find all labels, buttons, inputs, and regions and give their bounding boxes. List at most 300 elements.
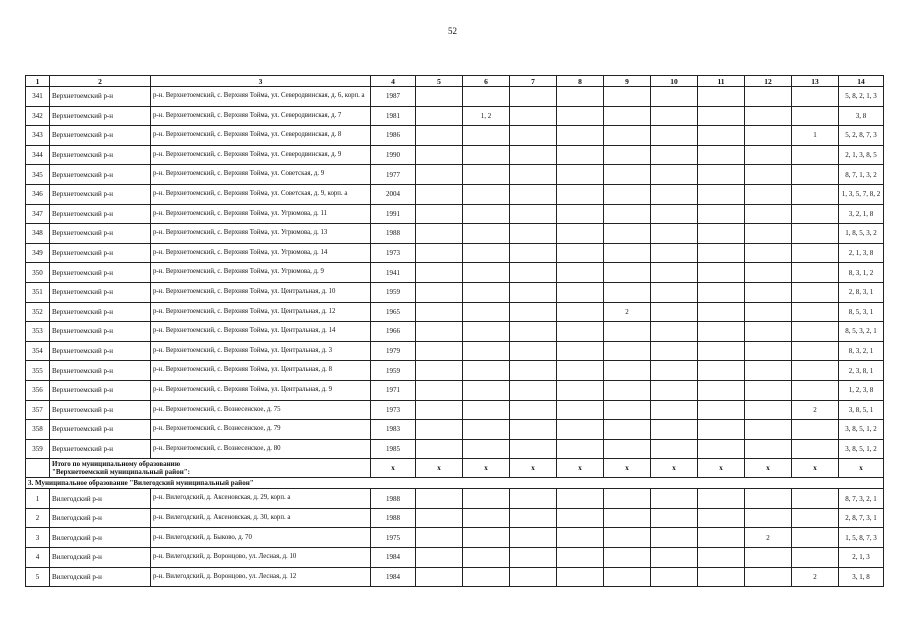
col-7-cell: [510, 165, 557, 185]
col-6-cell: [463, 341, 510, 361]
col-10-cell: [651, 567, 698, 587]
address-cell: р-н. Верхнетоемский, с. Вознесенское, д. 75: [151, 400, 371, 420]
col-8-cell: [557, 322, 604, 342]
year-cell: 1988: [371, 489, 416, 509]
col-14-cell: 3, 8, 5, 1: [839, 400, 884, 420]
col-9-cell: [604, 400, 651, 420]
col-13-cell: 2: [792, 567, 839, 587]
col-8-cell: [557, 528, 604, 548]
year-cell: 1985: [371, 439, 416, 459]
col-6-cell: [463, 380, 510, 400]
table-row: [26, 508, 884, 528]
col-10-cell: [651, 145, 698, 165]
col-10-cell: [651, 548, 698, 568]
row-number: 344: [26, 145, 50, 165]
year-cell: 1977: [371, 165, 416, 185]
col-11-cell: [698, 400, 745, 420]
column-header-5: 5: [416, 76, 463, 87]
col-11-cell: [698, 263, 745, 283]
col-7-cell: [510, 282, 557, 302]
row-number: 4: [26, 548, 50, 568]
column-header-4: 4: [371, 76, 416, 87]
section-title: 3. Муниципальное образование "Вилегодский муниципальный район": [26, 478, 884, 489]
col-10-cell: [651, 380, 698, 400]
col-13-cell: [792, 282, 839, 302]
col-8-cell: [557, 361, 604, 381]
col-9-cell: [604, 548, 651, 568]
col-13-cell: [792, 263, 839, 283]
col-14-cell: 1, 3, 5, 7, 8, 2: [839, 184, 884, 204]
col-5-cell: [416, 322, 463, 342]
column-header-11: 11: [698, 76, 745, 87]
table-row: [26, 106, 884, 126]
district-cell: Верхнетоемский р-н: [50, 165, 151, 185]
col-11-cell: [698, 106, 745, 126]
col-8-cell: [557, 126, 604, 146]
col-10-cell: [651, 508, 698, 528]
col-5-cell: [416, 420, 463, 440]
address-cell: р-н. Верхнетоемский, с. Вознесенское, д. 79: [151, 420, 371, 440]
col-5-cell: [416, 489, 463, 509]
col-9-cell: [604, 263, 651, 283]
row-number: 3: [26, 528, 50, 548]
col-11-cell: [698, 567, 745, 587]
district-cell: Верхнетоемский р-н: [50, 106, 151, 126]
table-row: [26, 243, 884, 263]
col-11-cell: [698, 87, 745, 107]
year-cell: 1984: [371, 567, 416, 587]
table-row: [26, 263, 884, 283]
col-5-cell: [416, 528, 463, 548]
col-13-cell: 2: [792, 400, 839, 420]
row-number: 345: [26, 165, 50, 185]
col-6-cell: 1, 2: [463, 106, 510, 126]
row-number: 353: [26, 322, 50, 342]
total-x-cell: x: [463, 459, 510, 478]
col-12-cell: [745, 302, 792, 322]
year-cell: 1973: [371, 400, 416, 420]
row-number: 357: [26, 400, 50, 420]
col-6-cell: [463, 489, 510, 509]
col-11-cell: [698, 322, 745, 342]
col-13-cell: [792, 548, 839, 568]
col-12-cell: [745, 341, 792, 361]
column-header-1: 1: [26, 76, 50, 87]
col-8-cell: [557, 87, 604, 107]
col-5-cell: [416, 282, 463, 302]
col-12-cell: [745, 282, 792, 302]
district-cell: Верхнетоемский р-н: [50, 204, 151, 224]
col-8-cell: [557, 508, 604, 528]
col-9-cell: [604, 145, 651, 165]
col-14-cell: 2, 1, 3: [839, 548, 884, 568]
year-cell: 2004: [371, 184, 416, 204]
year-cell: 1984: [371, 548, 416, 568]
col-9-cell: [604, 282, 651, 302]
col-9-cell: [604, 106, 651, 126]
col-13-cell: [792, 420, 839, 440]
col-14-cell: 1, 8, 5, 3, 2: [839, 224, 884, 244]
col-6-cell: [463, 400, 510, 420]
col-7-cell: [510, 126, 557, 146]
col-12-cell: [745, 567, 792, 587]
col-10-cell: [651, 184, 698, 204]
total-empty-cell: [26, 459, 50, 478]
district-cell: Верхнетоемский р-н: [50, 263, 151, 283]
col-14-cell: 8, 3, 2, 1: [839, 341, 884, 361]
district-cell: Верхнетоемский р-н: [50, 439, 151, 459]
total-x-cell: x: [792, 459, 839, 478]
row-number: 341: [26, 87, 50, 107]
district-cell: Верхнетоемский р-н: [50, 145, 151, 165]
column-number-row: [26, 76, 884, 87]
col-11-cell: [698, 126, 745, 146]
address-cell: р-н. Верхнетоемский, с. Верхняя Тойма, ул. Угрюмова, д. 11: [151, 204, 371, 224]
col-12-cell: [745, 87, 792, 107]
col-10-cell: [651, 126, 698, 146]
total-label-line-1: Итого по муниципальному образованию: [52, 460, 181, 469]
col-11-cell: [698, 302, 745, 322]
col-6-cell: [463, 126, 510, 146]
col-12-cell: [745, 439, 792, 459]
col-12-cell: [745, 184, 792, 204]
district-cell: Верхнетоемский р-н: [50, 341, 151, 361]
address-cell: р-н. Верхнетоемский, с. Верхняя Тойма, ул. Угрюмова, д. 14: [151, 243, 371, 263]
total-x-cell: x: [416, 459, 463, 478]
district-cell: Вилегодский р-н: [50, 567, 151, 587]
col-12-cell: [745, 126, 792, 146]
total-x-cell: x: [557, 459, 604, 478]
col-5-cell: [416, 439, 463, 459]
col-8-cell: [557, 489, 604, 509]
year-cell: 1983: [371, 420, 416, 440]
total-x-cell: x: [604, 459, 651, 478]
col-12-cell: [745, 322, 792, 342]
col-14-cell: 3, 1, 8: [839, 567, 884, 587]
col-10-cell: [651, 322, 698, 342]
col-9-cell: [604, 87, 651, 107]
col-8-cell: [557, 439, 604, 459]
col-11-cell: [698, 380, 745, 400]
col-7-cell: [510, 508, 557, 528]
col-11-cell: [698, 204, 745, 224]
col-5-cell: [416, 400, 463, 420]
col-5-cell: [416, 165, 463, 185]
address-cell: р-н. Вилегодский, д. Аксеновская, д. 29, корп. а: [151, 489, 371, 509]
address-cell: р-н. Верхнетоемский, с. Вознесенское, д. 80: [151, 439, 371, 459]
col-14-cell: 2, 3, 8, 1: [839, 361, 884, 381]
col-5-cell: [416, 243, 463, 263]
col-5-cell: [416, 508, 463, 528]
row-number: 356: [26, 380, 50, 400]
district-cell: Верхнетоемский р-н: [50, 224, 151, 244]
col-5-cell: [416, 548, 463, 568]
col-9-cell: [604, 243, 651, 263]
col-7-cell: [510, 184, 557, 204]
table-row: [26, 548, 884, 568]
col-12-cell: [745, 400, 792, 420]
col-8-cell: [557, 145, 604, 165]
col-12-cell: [745, 224, 792, 244]
col-14-cell: 8, 5, 3, 2, 1: [839, 322, 884, 342]
table-row: [26, 361, 884, 381]
row-number: 349: [26, 243, 50, 263]
col-8-cell: [557, 263, 604, 283]
col-7-cell: [510, 106, 557, 126]
table-row: [26, 420, 884, 440]
col-9-cell: [604, 184, 651, 204]
table-row: [26, 204, 884, 224]
table-row: [26, 380, 884, 400]
col-9-cell: 2: [604, 302, 651, 322]
col-14-cell: 2, 1, 3, 8, 5: [839, 145, 884, 165]
col-12-cell: [745, 263, 792, 283]
district-cell: Верхнетоемский р-н: [50, 184, 151, 204]
col-5-cell: [416, 87, 463, 107]
col-9-cell: [604, 204, 651, 224]
address-cell: р-н. Верхнетоемский, с. Верхняя Тойма, ул. Советская, д. 9, корп. а: [151, 184, 371, 204]
row-number: 5: [26, 567, 50, 587]
col-5-cell: [416, 126, 463, 146]
total-label: [50, 459, 371, 478]
year-cell: 1981: [371, 106, 416, 126]
address-cell: р-н. Верхнетоемский, с. Верхняя Тойма, ул. Центральная, д. 9: [151, 380, 371, 400]
col-13-cell: [792, 204, 839, 224]
col-11-cell: [698, 489, 745, 509]
col-12-cell: [745, 204, 792, 224]
year-cell: 1988: [371, 508, 416, 528]
col-12-cell: [745, 106, 792, 126]
col-12-cell: [745, 548, 792, 568]
district-cell: Верхнетоемский р-н: [50, 282, 151, 302]
col-6-cell: [463, 528, 510, 548]
col-9-cell: [604, 361, 651, 381]
row-number: 354: [26, 341, 50, 361]
col-10-cell: [651, 243, 698, 263]
district-cell: Вилегодский р-н: [50, 528, 151, 548]
col-13-cell: [792, 489, 839, 509]
col-14-cell: 8, 7, 1, 3, 2: [839, 165, 884, 185]
col-8-cell: [557, 282, 604, 302]
row-number: 348: [26, 224, 50, 244]
column-header-2: 2: [50, 76, 151, 87]
address-cell: р-н. Верхнетоемский, с. Верхняя Тойма, ул. Центральная, д. 14: [151, 322, 371, 342]
col-12-cell: [745, 380, 792, 400]
col-7-cell: [510, 380, 557, 400]
district-cell: Вилегодский р-н: [50, 548, 151, 568]
col-13-cell: [792, 184, 839, 204]
col-14-cell: 5, 8, 2, 1, 3: [839, 87, 884, 107]
col-8-cell: [557, 243, 604, 263]
row-number: 358: [26, 420, 50, 440]
year-cell: 1988: [371, 224, 416, 244]
register-table: [25, 75, 884, 587]
district-cell: Верхнетоемский р-н: [50, 302, 151, 322]
col-6-cell: [463, 322, 510, 342]
district-cell: Верхнетоемский р-н: [50, 243, 151, 263]
col-5-cell: [416, 106, 463, 126]
col-10-cell: [651, 420, 698, 440]
col-11-cell: [698, 361, 745, 381]
row-number: 347: [26, 204, 50, 224]
year-cell: 1979: [371, 341, 416, 361]
col-11-cell: [698, 184, 745, 204]
col-8-cell: [557, 106, 604, 126]
col-8-cell: [557, 224, 604, 244]
year-cell: 1966: [371, 322, 416, 342]
district-cell: Верхнетоемский р-н: [50, 87, 151, 107]
col-14-cell: 1, 5, 8, 7, 3: [839, 528, 884, 548]
column-header-12: 12: [745, 76, 792, 87]
district-cell: Верхнетоемский р-н: [50, 322, 151, 342]
col-5-cell: [416, 263, 463, 283]
col-7-cell: [510, 361, 557, 381]
column-header-7: 7: [510, 76, 557, 87]
col-11-cell: [698, 145, 745, 165]
col-9-cell: [604, 165, 651, 185]
col-11-cell: [698, 165, 745, 185]
col-9-cell: [604, 489, 651, 509]
address-cell: р-н. Верхнетоемский, с. Верхняя Тойма, ул. Северодвинская, д. 9: [151, 145, 371, 165]
col-11-cell: [698, 508, 745, 528]
col-6-cell: [463, 145, 510, 165]
row-number: 2: [26, 508, 50, 528]
col-7-cell: [510, 439, 557, 459]
table-row: [26, 439, 884, 459]
table-row: [26, 145, 884, 165]
col-6-cell: [463, 302, 510, 322]
col-6-cell: [463, 243, 510, 263]
col-5-cell: [416, 204, 463, 224]
address-cell: р-н. Верхнетоемский, с. Верхняя Тойма, ул. Северодвинская, д. 6, корп. а: [151, 87, 371, 107]
col-10-cell: [651, 263, 698, 283]
col-8-cell: [557, 567, 604, 587]
col-9-cell: [604, 420, 651, 440]
address-cell: р-н. Вилегодский, д. Воронцово, ул. Лесная, д. 12: [151, 567, 371, 587]
col-8-cell: [557, 341, 604, 361]
table-row: [26, 567, 884, 587]
col-7-cell: [510, 489, 557, 509]
col-13-cell: [792, 106, 839, 126]
col-7-cell: [510, 243, 557, 263]
table-row: [26, 400, 884, 420]
row-number: 343: [26, 126, 50, 146]
table-row: [26, 322, 884, 342]
table-row: [26, 282, 884, 302]
column-header-8: 8: [557, 76, 604, 87]
col-6-cell: [463, 263, 510, 283]
col-12-cell: 2: [745, 528, 792, 548]
col-12-cell: [745, 361, 792, 381]
col-9-cell: [604, 567, 651, 587]
col-5-cell: [416, 380, 463, 400]
col-6-cell: [463, 282, 510, 302]
table-row: [26, 341, 884, 361]
col-12-cell: [745, 145, 792, 165]
col-14-cell: 1, 2, 3, 8: [839, 380, 884, 400]
col-8-cell: [557, 204, 604, 224]
page-number: 52: [448, 26, 457, 36]
col-13-cell: [792, 361, 839, 381]
col-5-cell: [416, 567, 463, 587]
col-9-cell: [604, 322, 651, 342]
year-cell: 1965: [371, 302, 416, 322]
col-6-cell: [463, 184, 510, 204]
table-row: [26, 224, 884, 244]
col-13-cell: [792, 87, 839, 107]
col-13-cell: [792, 243, 839, 263]
year-cell: 1959: [371, 361, 416, 381]
col-11-cell: [698, 439, 745, 459]
col-14-cell: 3, 2, 1, 8: [839, 204, 884, 224]
col-10-cell: [651, 87, 698, 107]
col-12-cell: [745, 420, 792, 440]
district-cell: Верхнетоемский р-н: [50, 400, 151, 420]
col-6-cell: [463, 548, 510, 568]
col-10-cell: [651, 106, 698, 126]
col-6-cell: [463, 165, 510, 185]
col-8-cell: [557, 165, 604, 185]
address-cell: р-н. Верхнетоемский, с. Верхняя Тойма, ул. Центральная, д. 10: [151, 282, 371, 302]
address-cell: р-н. Верхнетоемский, с. Верхняя Тойма, ул. Советская, д. 9: [151, 165, 371, 185]
col-13-cell: 1: [792, 126, 839, 146]
total-x-cell: x: [651, 459, 698, 478]
address-cell: р-н. Вилегодский, д. Аксеновская, д. 30, корп. а: [151, 508, 371, 528]
col-13-cell: [792, 528, 839, 548]
address-cell: р-н. Верхнетоемский, с. Верхняя Тойма, ул. Центральная, д. 3: [151, 341, 371, 361]
year-cell: 1986: [371, 126, 416, 146]
total-x-cell: x: [510, 459, 557, 478]
col-8-cell: [557, 400, 604, 420]
column-header-14: 14: [839, 76, 884, 87]
col-14-cell: 8, 3, 1, 2: [839, 263, 884, 283]
col-14-cell: 3, 8, 5, 1, 2: [839, 420, 884, 440]
col-6-cell: [463, 361, 510, 381]
col-14-cell: 3, 8, 5, 1, 2: [839, 439, 884, 459]
col-5-cell: [416, 341, 463, 361]
col-9-cell: [604, 439, 651, 459]
total-row: [26, 459, 884, 478]
col-8-cell: [557, 380, 604, 400]
district-cell: Верхнетоемский р-н: [50, 126, 151, 146]
col-7-cell: [510, 400, 557, 420]
table-row: [26, 184, 884, 204]
col-9-cell: [604, 224, 651, 244]
col-10-cell: [651, 204, 698, 224]
col-14-cell: 2, 1, 3, 8: [839, 243, 884, 263]
section-row: [26, 478, 884, 489]
address-cell: р-н. Вилегодский, д. Воронцово, ул. Лесная, д. 10: [151, 548, 371, 568]
table-row: [26, 302, 884, 322]
col-10-cell: [651, 528, 698, 548]
col-7-cell: [510, 145, 557, 165]
col-7-cell: [510, 322, 557, 342]
total-x-cell: x: [839, 459, 884, 478]
table-row: [26, 528, 884, 548]
total-x-cell: x: [371, 459, 416, 478]
col-10-cell: [651, 282, 698, 302]
col-9-cell: [604, 380, 651, 400]
district-cell: Верхнетоемский р-н: [50, 361, 151, 381]
col-11-cell: [698, 341, 745, 361]
col-11-cell: [698, 243, 745, 263]
col-13-cell: [792, 508, 839, 528]
col-5-cell: [416, 145, 463, 165]
total-x-cell: x: [745, 459, 792, 478]
col-14-cell: 2, 8, 7, 3, 1: [839, 508, 884, 528]
col-10-cell: [651, 302, 698, 322]
col-5-cell: [416, 184, 463, 204]
